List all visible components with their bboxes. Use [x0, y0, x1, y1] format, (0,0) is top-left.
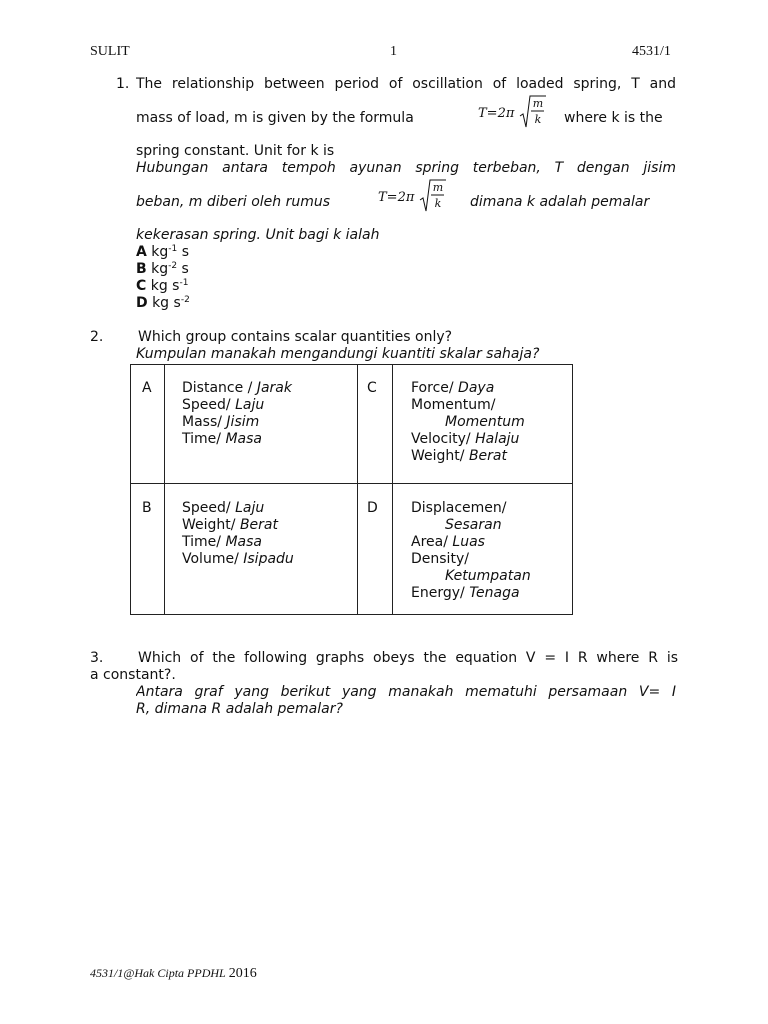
option-text: $kg^{-2}$ s	[151, 261, 189, 277]
list-item: Speed/ Laju	[182, 397, 265, 413]
list-item: Sesaran	[445, 517, 502, 533]
list-item: Momentum/	[411, 397, 496, 413]
formula-en	[478, 94, 548, 132]
q2-ms: Kumpulan manakah mengandungi kuantiti skalar sahaja?	[136, 346, 540, 362]
list-item: Momentum	[445, 414, 525, 430]
table-border-left	[130, 364, 131, 615]
q1-en-line2-after: where k is the	[564, 110, 663, 126]
q1-option-d[interactable]	[136, 295, 190, 311]
q1-en-line1: The relationship between period of oscillation of loaded spring, T and	[136, 76, 676, 92]
list-item: Weight/ Berat	[182, 517, 278, 533]
q2-number: 2.	[90, 329, 104, 345]
q3-ms-line2: R, dimana R adalah pemalar?	[136, 701, 343, 717]
formula-denominator: k	[534, 113, 542, 126]
list-item: Time/ Masa	[182, 534, 262, 550]
list-item: Displacemen/	[411, 500, 507, 516]
q1-option-a[interactable]	[136, 244, 189, 260]
table-border-top	[130, 364, 573, 365]
formula-ms	[378, 178, 448, 216]
q1-ms-line2-before: beban, m diberi oleh rumus	[136, 194, 331, 210]
option-a-letter[interactable]: A	[142, 380, 152, 396]
table-divider-middle	[130, 483, 573, 484]
list-item: Mass/ Jisim	[182, 414, 260, 430]
q3-en-line1: Which of the following graphs obeys the equation V = I R where R is	[138, 650, 678, 666]
table-divider-3	[392, 364, 393, 615]
list-item: Time/ Masa	[182, 431, 262, 447]
page-number: 1	[390, 44, 397, 59]
q1-ms-line2-after: dimana k adalah pemalar	[470, 194, 650, 210]
option-letter: D	[136, 295, 148, 311]
q1-ms-line1: Hubungan antara tempoh ayunan spring terbeban, T dengan jisim	[136, 160, 676, 176]
q1-option-c[interactable]	[136, 278, 188, 294]
q1-number: 1.	[116, 76, 130, 92]
q1-en-line3: spring constant. Unit for k is	[136, 143, 335, 159]
q3-number: 3.	[90, 650, 104, 666]
list-item: Velocity/ Halaju	[411, 431, 520, 447]
formula-lhs: T=2π	[478, 106, 515, 121]
formula-numerator: m	[532, 97, 544, 110]
option-text: $kg^{-1}$ s	[151, 244, 190, 260]
option-b-letter[interactable]: B	[142, 500, 152, 516]
q1-en-line2-before: mass of load, m is given by the formula	[136, 110, 414, 126]
list-item: Density/	[411, 551, 469, 567]
answer-table	[130, 364, 573, 615]
table-border-bottom	[130, 614, 573, 615]
q3-ms-line1: Antara graf yang berikut yang manakah mematuhi persamaan V= I	[136, 684, 676, 700]
list-item: Force/ Daya	[411, 380, 495, 396]
option-letter: C	[136, 278, 147, 294]
option-text: kg $s^{-2}$	[152, 295, 190, 311]
formula-numerator: m	[432, 181, 444, 194]
q1-option-b[interactable]	[136, 261, 189, 277]
list-item: Volume/ Isipadu	[182, 551, 294, 567]
list-item: Area/ Luas	[411, 534, 485, 550]
list-item: Distance / Jarak	[182, 380, 292, 396]
q3-en-line2: a constant?.	[90, 667, 176, 683]
footer-copyright: 4531/1@Hak Cipta PPDHL	[90, 966, 226, 980]
list-item: Weight/ Berat	[411, 448, 507, 464]
footer	[90, 966, 257, 982]
formula-lhs: T=2π	[378, 190, 415, 205]
formula-denominator: k	[434, 197, 442, 210]
option-c-letter[interactable]: C	[367, 380, 377, 396]
list-item: Ketumpatan	[445, 568, 531, 584]
option-d-letter[interactable]: D	[367, 500, 378, 516]
list-item: Speed/ Laju	[182, 500, 265, 516]
table-border-right	[572, 364, 573, 615]
q2-en: Which group contains scalar quantities only?	[138, 329, 453, 345]
header-right: 4531/1	[632, 44, 671, 59]
footer-year: 2016	[228, 966, 257, 981]
option-text: kg $s^{-1}$	[150, 278, 189, 294]
option-letter: B	[136, 261, 147, 277]
header-left: SULIT	[90, 44, 130, 59]
list-item: Energy/ Tenaga	[411, 585, 520, 601]
q1-ms-line3: kekerasan spring. Unit bagi k ialah	[136, 227, 380, 243]
table-divider-2	[357, 364, 358, 615]
table-divider-1	[164, 364, 165, 615]
option-letter: A	[136, 244, 147, 260]
